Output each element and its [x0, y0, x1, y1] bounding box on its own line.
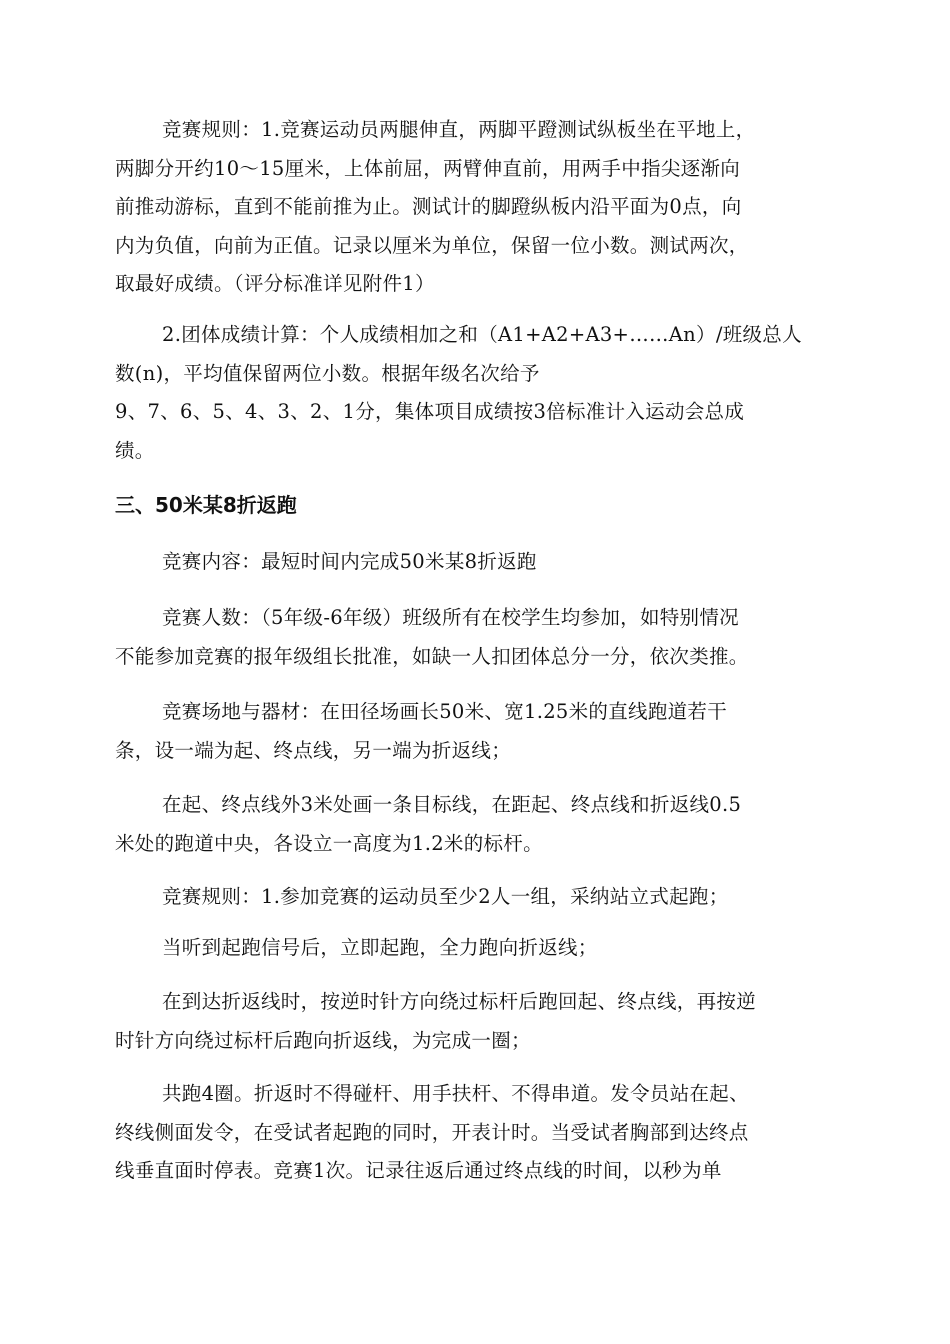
paragraph-venue-equipment [115, 693, 840, 770]
paragraph-four-laps-timing [115, 1075, 840, 1191]
text-line: 竞赛规则：1.竞赛运动员两腿伸直，两脚平蹬测试纵板坐在平地上， [162, 118, 756, 141]
paragraph-competition-rules-shuttle [115, 878, 840, 917]
text-line: 在起、终点线外3米处画一条目标线，在距起、终点线和折返线0.5 [162, 793, 742, 816]
text-line: 取最好成绩。（评分标准详见附件1） [115, 272, 435, 295]
paragraph-turnaround-procedure [115, 983, 840, 1060]
text-line: 线垂直面时停表。竞赛1次。记录往返后通过终点线的时间，以秒为单 [115, 1159, 722, 1182]
section-heading-50m-shuttle-run: 三、50米某8折返跑 [115, 493, 297, 517]
text-line: 内为负值，向前为正值。记录以厘米为单位，保留一位小数。测试两次， [115, 233, 749, 257]
paragraph-participant-count [115, 599, 840, 676]
text-line: 竞赛规则：1.参加竞赛的运动员至少2人一组，采纳站立式起跑； [162, 885, 729, 908]
text-line: 竞赛场地与器材：在田径场画长50米、宽1.25米的直线跑道若干 [162, 700, 728, 723]
text-line: 竞赛人数：（5年级-6年级）班级所有在校学生均参加，如特别情况 [162, 606, 739, 629]
text-line: 数(n)，平均值保留两位小数。根据年级名次给予 [115, 361, 540, 385]
text-line: 条，设一端为起、终点线，另一端为折返线； [115, 738, 512, 762]
paragraph-competition-rules-sit-reach [115, 111, 840, 304]
text-line: 9、7、6、5、4、3、2、1分，集体项目成绩按3倍标准计入运动会总成 [115, 400, 745, 423]
paragraph-target-line-poles [115, 786, 840, 863]
text-line: 前推动游标，直到不能前推为止。测试计的脚蹬纵板内沿平面为0点，向 [115, 195, 742, 218]
text-line: 终线侧面发令，在受试者起跑的同时，开表计时。当受试者胸部到达终点 [115, 1120, 749, 1144]
paragraph-competition-content [115, 543, 840, 582]
text-line: 在到达折返线时，按逆时针方向绕过标杆后跑回起、终点线，再按逆 [162, 990, 757, 1013]
text-line: 2.团体成绩计算：个人成绩相加之和（A1+A2+A3+……An）/班级总人 [162, 323, 802, 346]
text-line: 当听到起跑信号后，立即起跑，全力跑向折返线； [162, 936, 598, 959]
text-line: 时针方向绕过标杆后跑向折返线，为完成一圈； [115, 1028, 531, 1052]
text-line: 共跑4圈。折返时不得碰杆、用手扶杆、不得串道。发令员站在起、 [162, 1082, 749, 1105]
paragraph-start-signal [115, 929, 840, 968]
text-line: 米处的跑道中央，各设立一高度为1.2米的标杆。 [115, 831, 543, 855]
paragraph-team-score-calculation [115, 316, 840, 470]
text-line: 竞赛内容：最短时间内完成50米某8折返跑 [162, 550, 537, 573]
text-line: 不能参加竞赛的报年级组长批准，如缺一人扣团体总分一分，依次类推。 [115, 644, 749, 668]
text-line: 两脚分开约10～15厘米，上体前屈，两臂伸直前，用两手中指尖逐渐向 [115, 156, 741, 180]
text-line: 绩。 [115, 438, 155, 462]
